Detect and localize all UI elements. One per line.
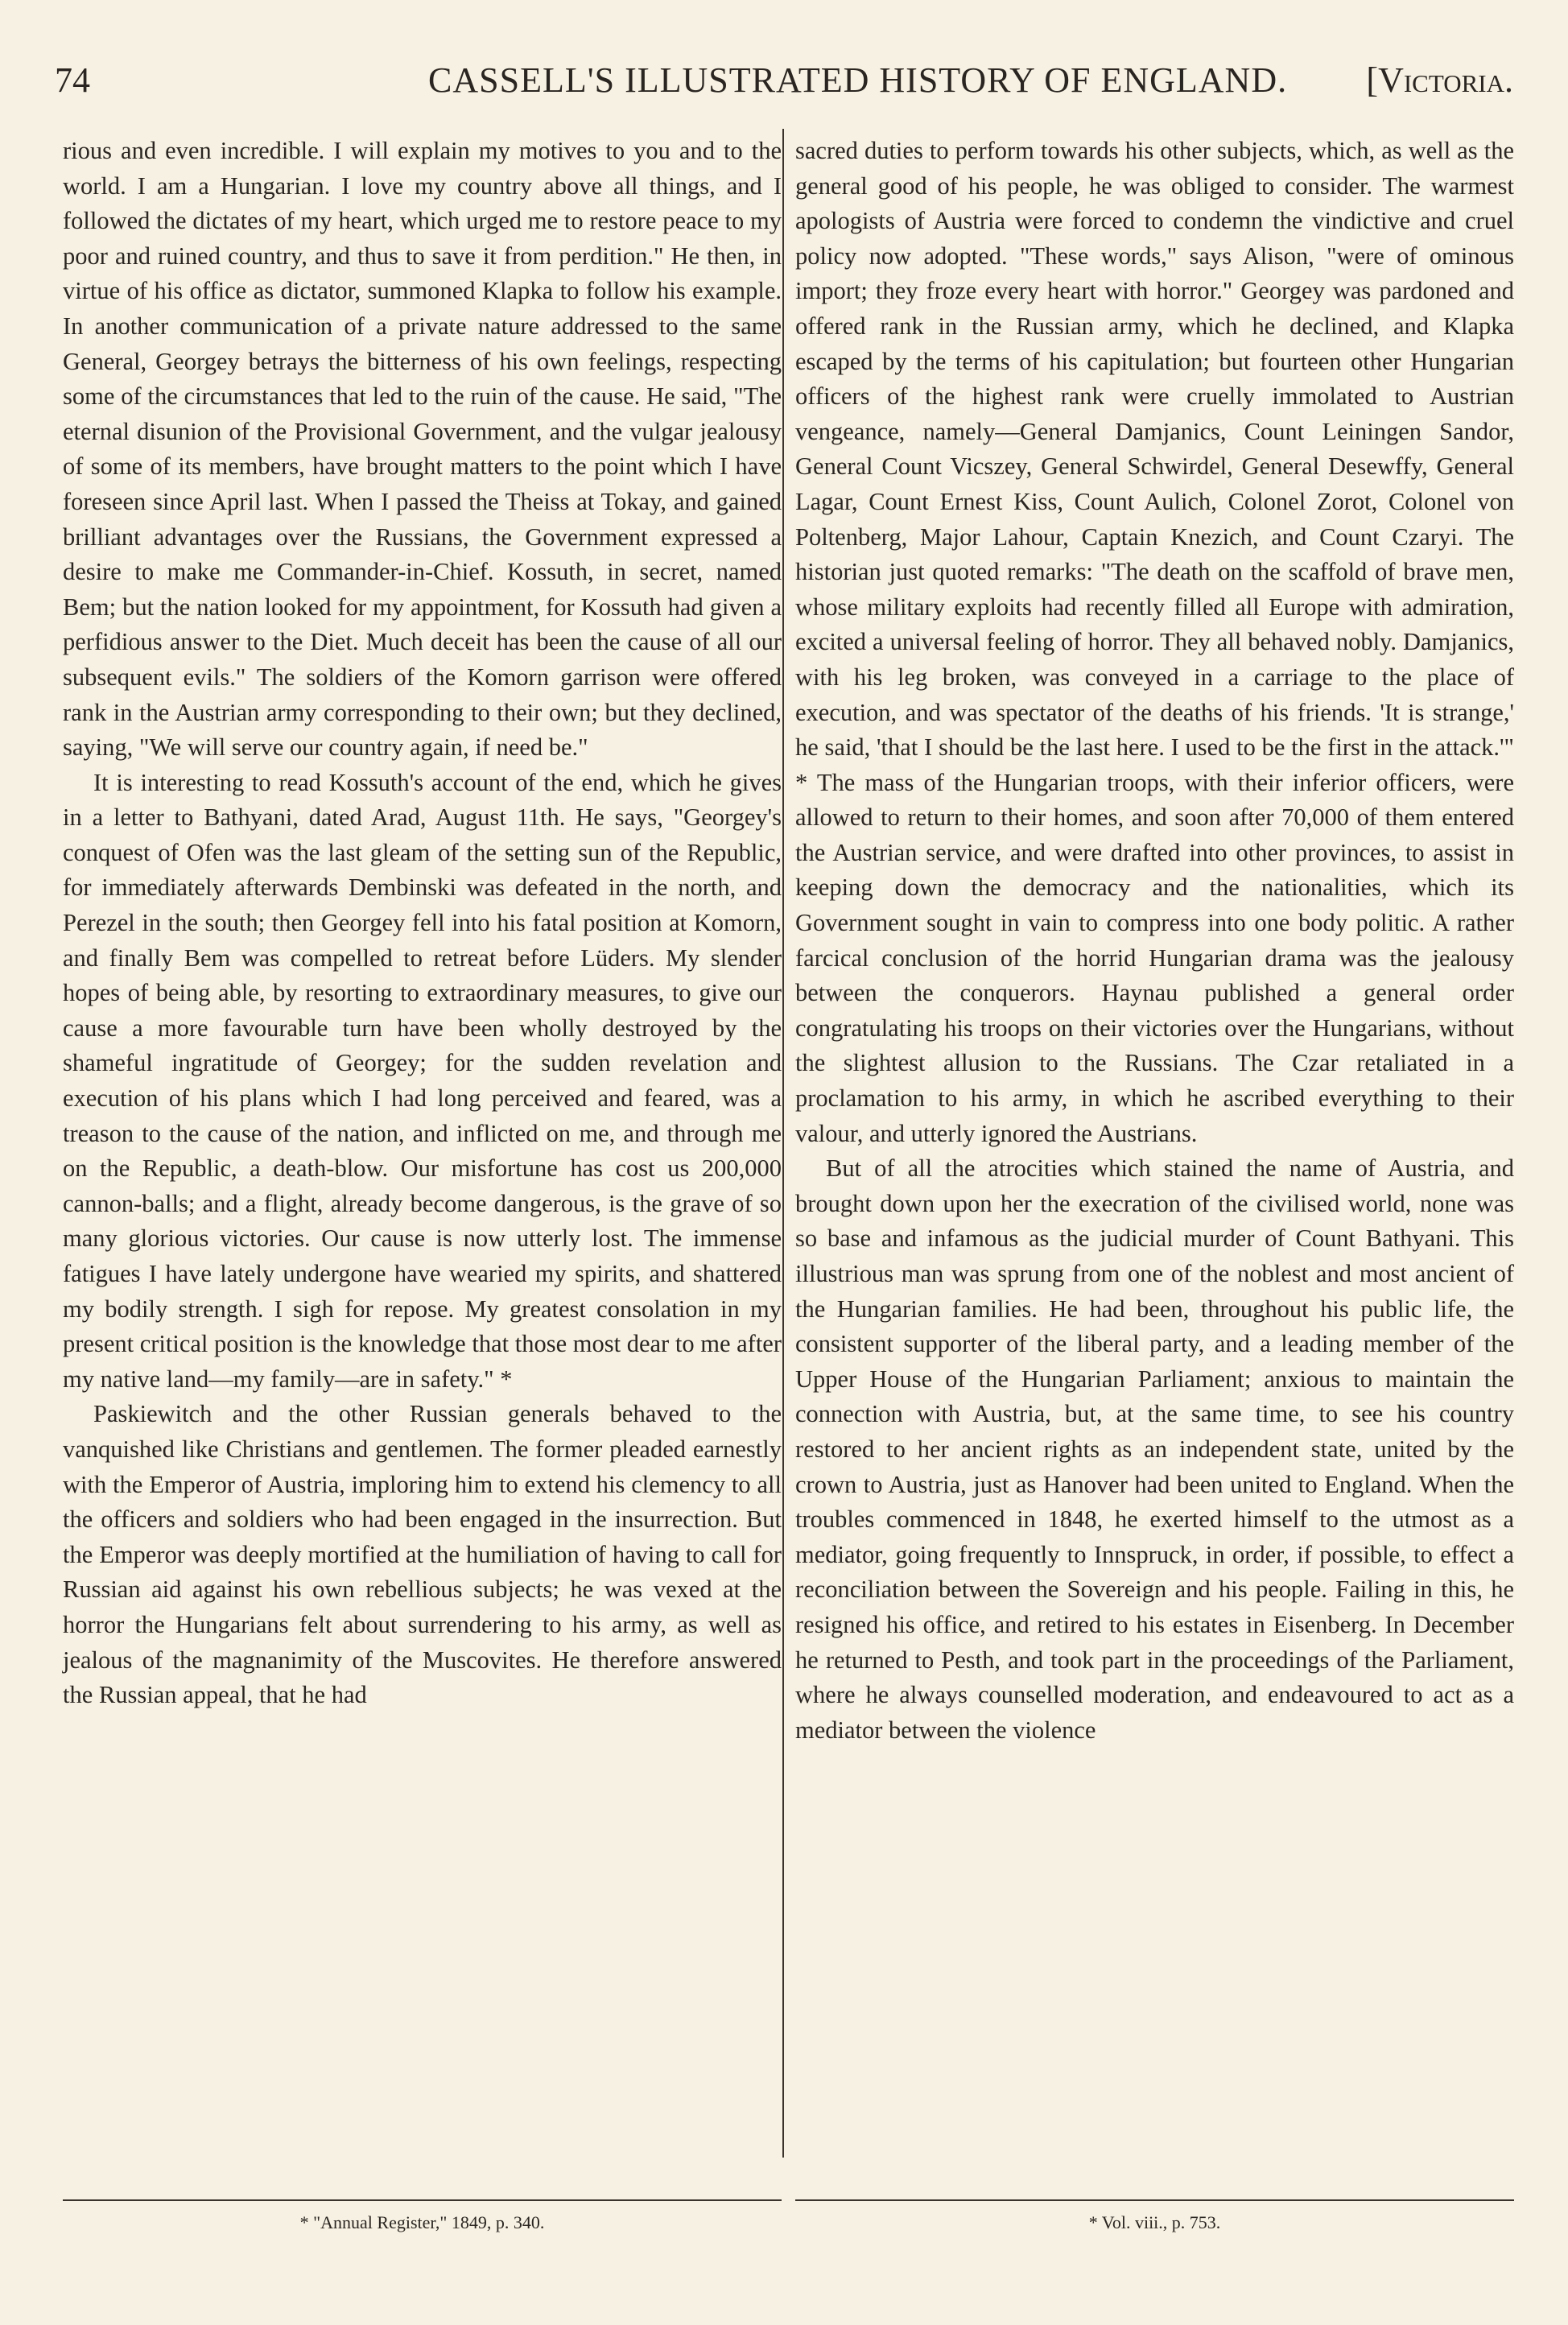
paragraph: sacred duties to perform towards his other subjects, which, as well as the general good of his people, he was obliged to consider. The warmest apologists of Austria were forced to condemn the vindictive and cruel policy now adopted. "These words," says Alison, "were of ominous import; they froze every heart with horror." Georgey was pardoned and offered rank in the Russian army, which he declined, and Klapka escaped by the terms of his capitulation; but fourteen other Hungarian officers of the highest rank were cruelly immolated to Austrian vengeance, namely—General Damjanics, Count Leiningen Sandor, General Count Vicszey, General Schwirdel, General Desewffy, General Lagar, Count Ernest Kiss, Count Aulich, Colonel Zorot, Colonel von Poltenberg, Major Lahour, Captain Knezich, and Count Czaryi. The historian just quoted remarks: "The death on the scaffold of brave men, whose military exploits had recently filled all Europe with admiration, excited a universal feeling of horror. They all behaved nobly. Damjanics, with his leg broken, was conveyed in a carriage to the place of execution, and was spectator of the deaths of his friends. 'It is strange,' he said, 'that I should be the last here. I used to be the first in the attack.'" * The mass of the Hungarian troops, with their inferior officers, were allowed to return to their homes, and soon after 70,000 of them entered the Austrian service, and were drafted into other provinces, to assist in keeping down the democracy and the nationalities, which its Government sought in vain to compress into one body politic. A rather farcical conclusion of the horrid Hungarian drama was the jealousy between the conquerors. Haynau published a general order congratulating his troops on their victories over the Hungarians, without the slightest allusion to the Russians. The Czar retaliated in a proclamation to his army, in which he ascribed everything to their valour, and utterly ignored the Austrians. [795, 137, 1514, 1147]
page-header [55, 60, 1513, 108]
column-divider [782, 129, 784, 2158]
paragraph: Paskiewitch and the other Russian generals behaved to the vanquished like Christians and gentlemen. The former pleaded earnestly with the Emperor of Austria, imploring him to extend his clemency to all the officers and soldiers who had been engaged in the insurrection. But the Emperor was deeply mortified at the humiliation of having to call for Russian aid against his own rebellious subjects; he was vexed at the horror the Hungarians felt about surrendering to his army, as well as jealous of the magnanimity of the Muscovites. He therefore answered the Russian appeal, that he had [63, 1400, 782, 1709]
footnote-rule-left [63, 2199, 782, 2201]
right-column [795, 134, 1514, 1748]
paragraph: But of all the atrocities which stained the name of Austria, and brought down upon her the execration of the civilised world, none was so base and infamous as the judicial murder of Count Bathyani. This illustrious man was sprung from one of the noblest and most ancient of the Hungarian families. He had been, throughout his public life, the consistent supporter of the liberal party, and a leading member of the Upper House of the Hungarian Parliament; anxious to maintain the connection with Austria, but, at the same time, to see his country restored to her ancient rights as an independent state, united by the crown to Austria, just as Hanover had been united to England. When the troubles commenced in 1848, he exerted himself to the utmost as a mediator, going frequently to Innspruck, in order, if possible, to effect a reconciliation between the Sovereign and his people. Failing in this, he resigned his office, and retired to his estates in Eisenberg. In December he returned to Pesth, and took part in the proceedings of the Parliament, where he always counselled moderation, and endeavoured to act as a mediator between the violence [795, 1154, 1514, 1744]
left-column [63, 134, 782, 1713]
footnote-left: * "Annual Register," 1849, p. 340. [299, 2212, 545, 2232]
page-number: 74 [55, 60, 90, 100]
paragraph: It is interesting to read Kossuth's account of the end, which he gives in a letter to Bathyani, dated Arad, August 11th. He says, "Georgey's conquest of Ofen was the last gleam of the setting sun of the Republic, for immediately afterwards Dembinski was defeated in the north, and Perezel in the south; then Georgey fell into his fatal position at Komorn, and finally Bem was compelled to retreat before Lüders. My slender hopes of being able, by resorting to extraordinary measures, to give our cause a more favourable turn have been wholly destroyed by the shameful ingratitude of Georgey; for the sudden revelation and execution of his plans which I had long perceived and feared, was a treason to the cause of the nation, and inflicted on me, and through me on the Republic, a death-blow. Our misfortune has cost us 200,000 cannon-balls; and a flight, already become dangerous, is the grave of so many glorious victories. Our cause is now utterly lost. The immense fatigues I have lately undergone have wearied my spirits, and shattered my bodily strength. I sigh for repose. My greatest consolation in my present critical position is the knowledge that those most dear to me after my native land—my family—are in safety." * [63, 768, 782, 1393]
footnote-rule-right [795, 2199, 1514, 2201]
footnote-right: * Vol. viii., p. 753. [1088, 2212, 1221, 2232]
paragraph: rious and even incredible. I will explain my motives to you and to the world. I am a Hungarian. I love my country above all things, and I followed the dictates of my heart, which urged me to restore peace to my poor and ruined country, and thus to save it from perdition." He then, in virtue of his office as dictator, summoned Klapka to follow his example. In another communication of a private nature addressed to the same General, Georgey betrays the bitterness of his own feelings, respecting some of the circumstances that led to the ruin of the cause. He said, "The eternal disunion of the Provisional Government, and the vulgar jealousy of some of its members, have brought matters to the point which I have foreseen since April last. When I passed the Theiss at Tokay, and gained brilliant advantages over the Russians, the Government expressed a desire to make me Commander-in-Chief. Kossuth, in secret, named Bem; but the nation looked for my appointment, for Kossuth had given a perfidious answer to the Diet. Much deceit has been the cause of all our subsequent evils." The soldiers of the Komorn garrison were offered rank in the Austrian army corresponding to their own; but they declined, saying, "We will serve our country again, if need be." [63, 137, 782, 762]
section-label: [Victoria. [1366, 60, 1513, 100]
running-title: CASSELL'S ILLUSTRATED HISTORY OF ENGLAND. [428, 60, 1288, 100]
